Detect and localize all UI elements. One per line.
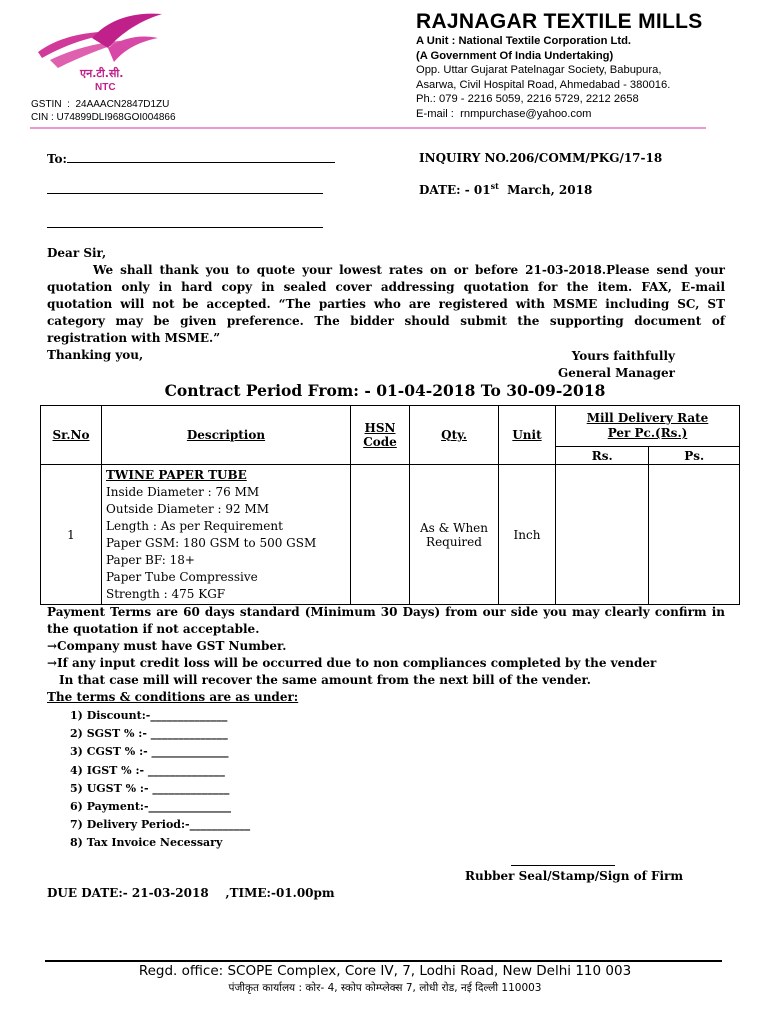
header-rate-1: Mill Delivery Rate bbox=[586, 411, 709, 425]
list-item: 7) Delivery Period:-___________ bbox=[70, 818, 251, 832]
thanking-line: Thanking you, bbox=[47, 348, 144, 362]
list-item: 8) Tax Invoice Necessary bbox=[70, 836, 223, 850]
conditions-list bbox=[70, 707, 250, 853]
header-ps: Ps. bbox=[649, 447, 740, 465]
to-underline bbox=[67, 151, 335, 163]
row-rs bbox=[556, 465, 649, 605]
row-description bbox=[102, 465, 351, 605]
header-qty: Qty. bbox=[410, 406, 499, 465]
list-item: 2) SGST % :- ______________ bbox=[70, 727, 228, 741]
header-description: Description bbox=[102, 406, 351, 465]
terms-section bbox=[47, 604, 725, 706]
footer-english: Regd. office: SCOPE Complex, Core IV, 7, Lodhi Road, New Delhi 110 003 bbox=[138, 963, 632, 979]
inquiry-number: INQUIRY NO.206/COMM/PKG/17-18 bbox=[419, 151, 663, 165]
closing-signature bbox=[558, 348, 675, 382]
spec-line: Paper Tube Compressive bbox=[106, 570, 258, 584]
header-hsn bbox=[351, 406, 410, 465]
terms-heading: The terms & conditions are as under: bbox=[47, 690, 299, 704]
credit-note-2: In that case mill will recover the same amount from the next bill of the vender. bbox=[59, 673, 591, 687]
qty-line-1: As & When bbox=[419, 520, 489, 535]
cin: CIN : U74899DLI968GOI004866 bbox=[31, 112, 176, 123]
items-table bbox=[40, 405, 740, 605]
header-sr-no: Sr.No bbox=[41, 406, 102, 465]
spec-line: Paper BF: 18+ bbox=[106, 553, 195, 567]
spec-line: Inside Diameter : 76 MM bbox=[106, 485, 260, 499]
spec-line: Outside Diameter : 92 MM bbox=[106, 502, 270, 516]
date-month: March, 2018 bbox=[498, 183, 593, 197]
letter-paragraph: We shall thank you to quote your lowest rates on or before 21-03-2018.Please send your quotation only in hard copy in sealed cover addressing quotation for the item. FAX, E-mail quotation will not be accepted. “The parties who are registered with MSME including SC, ST category may be given preference. The bidder should submit the supporting document of registration with MSME.” bbox=[47, 263, 725, 345]
contract-period: Contract Period From: - 01-04-2018 To 30-09-2018 bbox=[164, 381, 606, 400]
spec-line: Strength : 475 KGF bbox=[106, 587, 226, 601]
header-divider bbox=[30, 127, 706, 129]
company-header bbox=[416, 10, 703, 122]
list-item: 6) Payment:-_______________ bbox=[70, 800, 232, 814]
payment-terms: Payment Terms are 60 days standard (Minimum 30 Days) from our side you may clearly confirm in the quotation if not acceptable. bbox=[47, 605, 725, 636]
row-sr: 1 bbox=[41, 465, 102, 605]
credit-note-1: →If any input credit loss will be occurred due to non compliances completed by the vender bbox=[47, 656, 657, 670]
salutation: Dear Sir, bbox=[47, 246, 107, 260]
header-rate-2: Per Pc.(Rs.) bbox=[607, 426, 688, 440]
logo-hindi-text: एन.टी.सी. bbox=[80, 67, 124, 80]
row-unit: Inch bbox=[499, 465, 556, 605]
designation: General Manager bbox=[558, 366, 675, 380]
company-name: RAJNAGAR TEXTILE MILLS bbox=[416, 10, 703, 33]
header-unit: Unit bbox=[499, 406, 556, 465]
list-item: 5) UGST % :- ______________ bbox=[70, 781, 230, 795]
address-blank-line-2 bbox=[47, 193, 323, 194]
govt-line: (A Government Of India Undertaking) bbox=[416, 49, 614, 62]
header-rs: Rs. bbox=[556, 447, 649, 465]
gst-note: →Company must have GST Number. bbox=[47, 639, 287, 653]
row-ps bbox=[649, 465, 740, 605]
list-item: 4) IGST % :- ______________ bbox=[70, 763, 225, 777]
spec-line: Length : As per Requirement bbox=[106, 519, 283, 533]
email-line: E-mail : rnmpurchase@yahoo.com bbox=[416, 107, 592, 120]
letter-body bbox=[47, 245, 725, 364]
logo-english-text: NTC bbox=[95, 82, 116, 93]
row-hsn bbox=[351, 465, 410, 605]
gstin: GSTIN : 24AAACN2847D1ZU bbox=[31, 99, 170, 110]
address-line-1: Opp. Uttar Gujarat Patelnagar Society, Babupura, bbox=[416, 64, 662, 77]
letter-date bbox=[419, 181, 592, 197]
footer-divider bbox=[45, 960, 722, 962]
to-field bbox=[47, 151, 335, 166]
unit-line: A Unit : National Textile Corporation Ltd. bbox=[416, 35, 632, 47]
header-hsn-1: HSN bbox=[364, 421, 396, 435]
table-row bbox=[41, 465, 740, 605]
footer-hindi: पंजीकृत कार्यालय : कोर- 4, स्कोप कोम्प्लेक्स 7, लोधी रोड, नई दिल्ली 110003 bbox=[228, 982, 542, 994]
address-blank-line-3 bbox=[47, 227, 323, 228]
yours-faithfully: Yours faithfully bbox=[571, 349, 675, 363]
address-line-2: Asarwa, Civil Hospital Road, Ahmedabad - 380016. bbox=[416, 78, 671, 91]
header-rate bbox=[556, 406, 740, 447]
list-item: 1) Discount:-______________ bbox=[70, 709, 228, 722]
rubber-seal-label: Rubber Seal/Stamp/Sign of Firm bbox=[465, 869, 684, 883]
item-title: TWINE PAPER TUBE bbox=[106, 468, 247, 482]
phone-line: Ph.: 079 - 2216 5059, 2216 5729, 2212 2658 bbox=[416, 93, 639, 106]
signature-line bbox=[511, 865, 615, 866]
list-item: 3) CGST % :- ______________ bbox=[70, 745, 229, 759]
to-label: To: bbox=[47, 152, 67, 166]
date-prefix: DATE: - 01 bbox=[419, 183, 491, 197]
qty-line-2: Required bbox=[426, 534, 482, 549]
row-qty bbox=[410, 465, 499, 605]
due-date: DUE DATE:- 21-03-2018 ,TIME:-01.00pm bbox=[47, 886, 335, 900]
date-suffix-sup: st bbox=[490, 181, 499, 191]
table-header-row bbox=[41, 406, 740, 447]
header-hsn-2: Code bbox=[363, 435, 397, 449]
spec-line: Paper GSM: 180 GSM to 500 GSM bbox=[106, 536, 317, 550]
registration-block bbox=[31, 98, 176, 124]
